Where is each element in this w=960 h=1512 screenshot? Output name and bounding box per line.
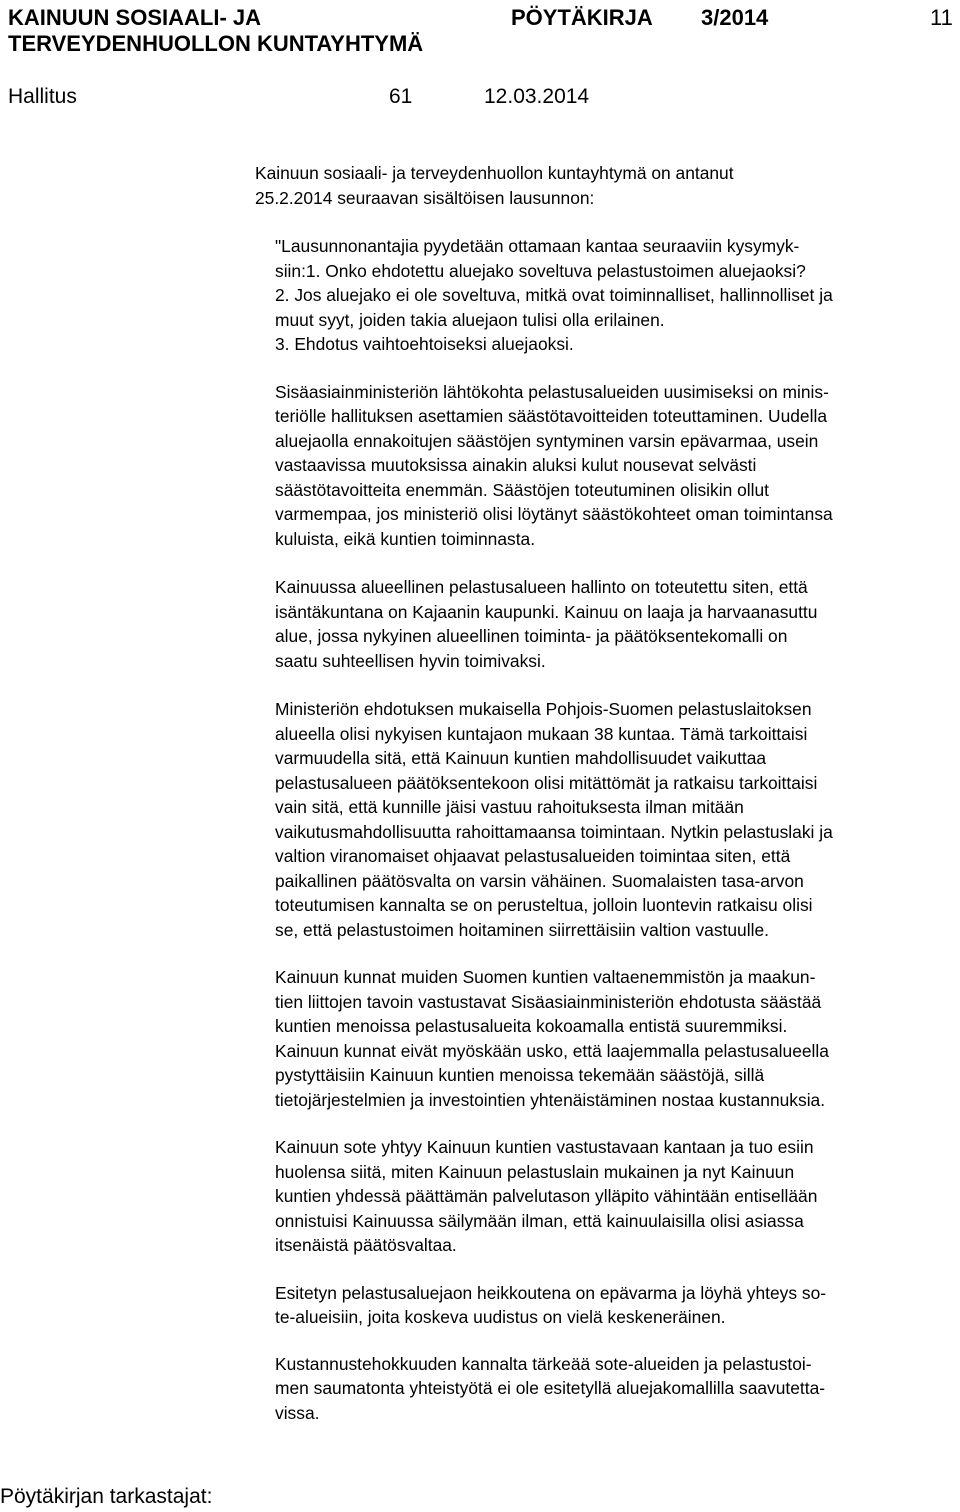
- paragraph-ministry-basis: Sisäasiainministeriön lähtökohta pelastusalueiden uusimiseksi on minis- teriölle hallituksen asettamien säästötavoitteiden toteuttaminen. Uudella aluejaolla ennakoitujen säästöjen syntyminen varsin epävarmaa, usein vastaavissa muutoksissa ainakin aluksi kulut nousevat selvästi säästötavoitteita enemmän. Säästöjen toteutuminen olisikin ollut varmempaa, jos ministeriö olisi löytänyt säästökohteet oman toimintansa kuluista, eikä kuntien toiminnasta.: [275, 381, 833, 549]
- section-number: 61: [389, 85, 413, 108]
- paragraph-weakness: Esitetyn pelastusaluejaon heikkoutena on epävarma ja löyhä yhteys so- te-alueisiin, joita koskeva uudistus on vielä keskeneräinen.: [275, 1282, 827, 1327]
- paragraph-cost-efficiency: Kustannustehokkuuden kannalta tärkeää sote-alueiden ja pelastustoi- men saumatonta yhteistyötä ei ole esitetyllä aluejakomallilla saavutetta- vissa.: [275, 1353, 826, 1423]
- document-body: [255, 161, 953, 1425]
- meeting-body: Hallitus: [8, 85, 77, 108]
- page-number: 11: [930, 5, 953, 30]
- paragraph-sote-position: Kainuun sote yhtyy Kainuun kuntien vastustavaan kantaan ja tuo esiin huolensa siitä, miten Kainuun pelastuslain mukainen ja nyt Kainuun kuntien yhdessä päättämän palvelutason ylläpito vähintään entisellään onnistuisi Kainuussa säilymään ilman, että kainuulaisilla olisi asiassa itsenäistä päätösvaltaa.: [275, 1137, 818, 1255]
- document-type: PÖYTÄKIRJA: [511, 5, 653, 30]
- document-number: 3/2014: [701, 5, 769, 30]
- paragraph-municipalities: Kainuun kunnat muiden Suomen kuntien valtaenemmistön ja maakun- tien liittojen tavoin vastustavat Sisäasiainministeriön ehdotusta säästää kuntien menoissa pelastusalueita kokoamalla entistä suuremmiksi. Kainuun kunnat eivät myöskään usko, että laajemmalla pelastusalueella pystyttäisiin Kainuun kuntien menoissa tekemään säästöjä, sillä tietojärjestelmien ja investointien yhtenäistäminen nostaa kustannuksia.: [275, 967, 829, 1110]
- paragraph-intro: Kainuun sosiaali- ja terveydenhuollon kuntayhtymä on antanut 25.2.2014 seuraavan sisältöisen lausunnon:: [255, 163, 734, 208]
- paragraph-kainuu-admin: Kainuussa alueellinen pelastusalueen hallinto on toteutettu siten, että isäntäkuntana on Kajaanin kaupunki. Kainuu on laaja ja harvaanasuttu alue, jossa nykyinen alueellinen toiminta- ja päätöksentekomalli on saatu suhteellisen hyvin toimivaksi.: [275, 577, 818, 671]
- paragraph-questions: "Lausunnonantajia pyydetään ottamaan kantaa seuraaviin kysymyk- siin:1. Onko ehdotettu aluejako soveltuva pelastustoimen aluejaoksi? 2. Jos aluejako ei ole soveltuva, mitkä ovat toiminnalliset, hallinnolliset ja muut syyt, joiden takia aluejaon tulisi olla erilainen. 3. Ehdotus vaihtoehtoiseksi aluejaoksi.: [275, 236, 833, 354]
- organization-name: KAINUUN SOSIAALI- JA TERVEYDENHUOLLON KUNTAYHTYMÄ: [8, 5, 424, 56]
- paragraph-northern-finland: Ministeriön ehdotuksen mukaisella Pohjois-Suomen pelastuslaitoksen alueella olisi nykyisen kuntajaon mukaan 38 kuntaa. Tämä tarkoittaisi varmuudella sitä, että Kainuun kuntien mahdollisuudet vaikuttaa pelastusalueen päätöksentekoon olisi mitättömät ja ratkaisu tarkoittaisi vain sitä, että kunnille jäisi vastuu rahoituksesta ilman mitään vaikutusmahdollisuutta rahoittamaansa toimintaan. Nytkin pelastuslaki ja valtion viranomaiset ohjaavat pelastusalueiden toimintaa siten, että paikallinen päätösvalta on varsin vähäinen. Suomalaisten tasa-arvon toteutumisen kannalta se on perusteltua, jolloin luontevin ratkaisu olisi se, että pelastustoimen hoitaminen siirrettäisiin valtion vastuulle.: [275, 699, 833, 940]
- minutes-reviewers-label: Pöytäkirjan tarkastajat:: [0, 1485, 213, 1508]
- meeting-date: 12.03.2014: [484, 85, 590, 108]
